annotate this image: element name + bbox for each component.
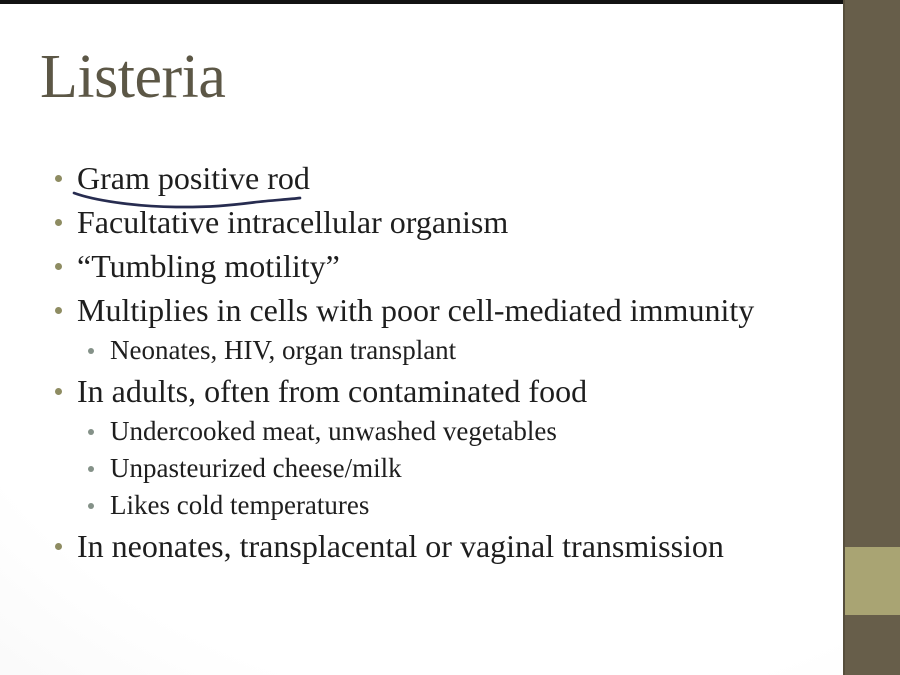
bullet-text: Gram positive rod <box>77 159 310 196</box>
sidebar-accent-square <box>845 547 900 615</box>
bullet-icon <box>88 348 94 354</box>
bullet-icon <box>55 388 62 395</box>
bullet-text: In adults, often from contaminated food <box>77 372 588 409</box>
letterbox-top-bar <box>0 0 843 4</box>
bullet-icon <box>55 175 62 182</box>
bullet-text: Multiplies in cells with poor cell-mediated immunity <box>77 291 755 328</box>
bullet-icon <box>88 466 94 472</box>
bullet-text: Undercooked meat, unwashed vegetables <box>110 416 557 446</box>
bullet-list <box>0 156 843 568</box>
bullet-text: Likes cold temperatures <box>110 490 370 520</box>
bullet-icon <box>88 503 94 509</box>
bullet-text: Neonates, HIV, organ transplant <box>110 335 457 365</box>
sub-bullet-item <box>0 413 843 450</box>
bullet-item <box>0 244 843 288</box>
bullet-text: “Tumbling motility” <box>77 247 340 284</box>
sub-bullet-item <box>0 487 843 524</box>
bullet-text: Facultative intracellular organism <box>77 203 509 240</box>
bullet-icon <box>55 543 62 550</box>
bullet-item <box>0 288 843 332</box>
bullet-text: In neonates, transplacental or vaginal transmission <box>77 527 724 564</box>
bullet-item <box>0 200 843 244</box>
bullet-icon <box>88 429 94 435</box>
sub-bullet-item <box>0 332 843 369</box>
bullet-item <box>0 369 843 413</box>
bullet-icon <box>55 307 62 314</box>
bullet-item <box>0 156 843 200</box>
bullet-text: Unpasteurized cheese/milk <box>110 453 402 483</box>
sub-bullet-item <box>0 450 843 487</box>
slide-title: Listeria <box>40 43 226 111</box>
bullet-icon <box>55 263 62 270</box>
bullet-icon <box>55 219 62 226</box>
sidebar-band <box>843 0 900 675</box>
bullet-item <box>0 524 843 568</box>
